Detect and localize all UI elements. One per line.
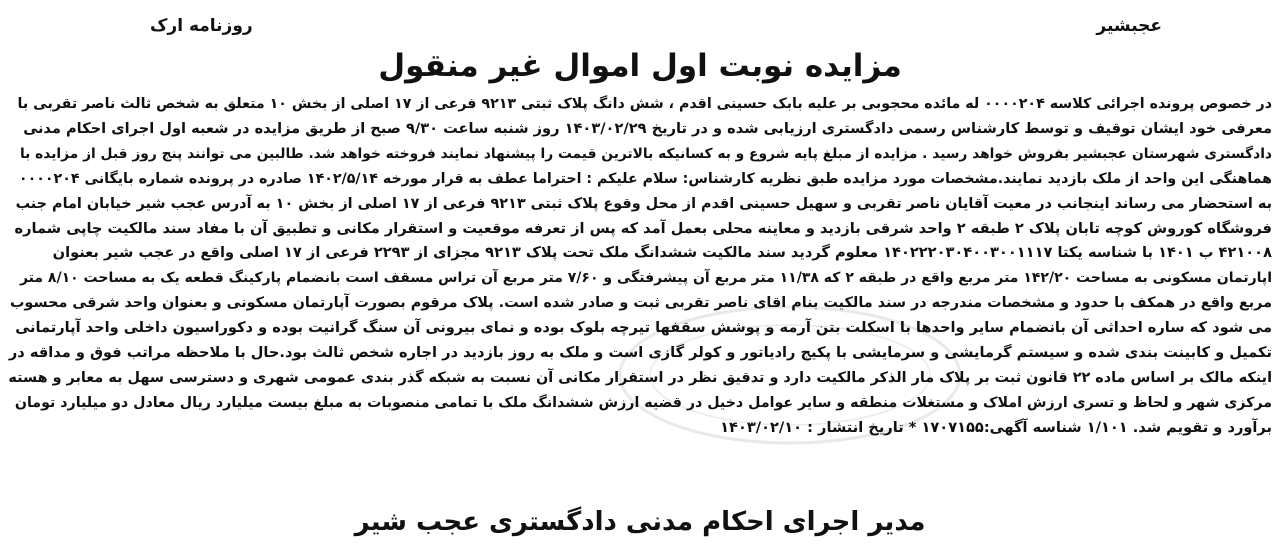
body-line: اینکه مالک بر اساس ماده ۲۲ قانون ثبت بر پلاک مار الذکر مالکیت دارد و تدقیق نظر در استقرار مکانی آن نسبت به شبکه گذر بندی عمومی شهری و دسترسی سهل به معابر و هسته [8,369,1272,386]
header-city: عجبشیر [1096,16,1162,36]
body-line: تکمیل و کابینت بندی شده و سیستم گرمایشی و سرمایشی با پکیج رادیاتور و کولر گازی است و ملک به روز بازدید در اجاره شخص ثالث بود.حال با ملاحظه مراتب فوق و مداقه در [8,344,1272,362]
body-line: فروشگاه کوروش کوچه تابان پلاک ۲ طبقه ۲ واحد شرقی بازدید و معاینه محلی بعمل آمد که پس از تعرفه موقعیت و استقرار مکانی و تطبیق آن با مفاد سند مالکیت چاپی شماره [14,219,1272,237]
notice-title: مزایده نوبت اول اموال غیر منقول [378,48,902,84]
body-line: معرفی خود ایشان توقیف و توسط کارشناس رسمی دادگستری ارزیابی شده و در تاریخ ۱۴۰۳/۰۲/۲۹ روز شنبه ساعت ۹/۳۰ صبح از طریق مزایده در شعبه اول اجرای احکام مدنی [23,119,1272,137]
body-line: هماهنگی این واحد از ملک بازدید نمایند.مشخصات مورد مزایده طبق نظریه کارشناس: سلام علیکم : احتراما عطف به قرار مورخه ۱۴۰۲/۵/۱۴ صادره در پرونده شماره بایگانی ۰۰۰۰۲۰۴ [18,170,1272,187]
newspaper-name: روزنامه ارک [150,16,253,36]
body-line: مربع واقع در همکف با حدود و مشخصات مندرجه در سند مالکیت بنام اقای ناصر تقربی ثبت و صادر شده است. پلاک مرقوم بصورت آپارتمان مسکونی و بعنوان واحد شرقی محسوب [9,295,1272,312]
body-line: مرکزی شهر و لحاظ و تسری ارزش املاک و مستغلات منطقه و سایر عوامل دخیل در قضیه ارزش ششدانگ ملک با تمامی منصوبات به مبلغ بیست میلیارد ریال معادل دو میلیارد تومان [14,394,1272,411]
body-line: اپارتمان مسکونی به مساحت ۱۴۲/۲۰ متر مربع واقع در طبقه ۲ که ۱۱/۳۸ متر مربع آن پیشرفتگی و ۷/۶۰ متر مربع آن تراس مسقف است بانضمام پارکینگ قطعه یک به مساحت ۸/۱۰ متر [19,270,1272,287]
notice-body [8,92,1272,441]
signature-line: مدیر اجرای احکام مدنی دادگستری عجب شیر [354,507,926,537]
notice-header [150,12,1162,40]
body-line: می شود که ساره احداثی آن بانضمام سایر واحدها با اسکلت بتن آرمه و پوشش سقفها تیرچه بلوک بوده و نمای بیرونی آن سنگ گرانیت بوده و دکوراسیون داخلی واحد آپارتمانی [15,319,1272,337]
body-line: ۴۲۱۰۰۸ ب ۱۴۰۱ با شناسه یکتا ۱۴۰۲۲۲۰۳۰۴۰۰۳۰۰۱۱۱۷ معلوم گردید سند مالکیت ششدانگ ملک تحت پلاک ۹۲۱۳ مجزای از ۲۲۹۳ فرعی از ۱۷ اصلی واقع در عجب شیر بعنوان [52,244,1272,262]
body-line: در خصوص پرونده اجرائی کلاسه ۰۰۰۰۲۰۴ له مائده محجوبی بر علیه بابک حسینی اقدم ، شش دانگ پلاک ثبتی ۹۲۱۳ فرعی از ۱۷ اصلی از بخش ۱۰ متعلق به شخص ثالث ناصر تقربی با [17,96,1272,112]
body-line: برآورد و تقویم شد. ۱/۱۰۱ شناسه آگهی:۱۷۰۷۱۵۵ * تاریخ انتشار : ۱۴۰۳/۰۲/۱۰ [720,418,1272,436]
body-line: به استحضار می رساند اینجانب در معیت آقایان ناصر تقربی و سهیل حسینی اقدم از محل وقوع پلاک ثبتی ۹۲۱۳ فرعی از ۱۷ اصلی از بخش ۱۰ به آدرس عجب شیر خیابان امام جنب [15,195,1272,212]
body-line: دادگستری شهرستان عجبشیر بفروش خواهد رسید . مزایده از مبلغ پایه شروع و به کسانیکه بالاترین قیمت را پیشنهاد نمایند فروخته خواهد شد. طالبین می توانند پنج روز قبل از مزایده با [19,145,1272,162]
